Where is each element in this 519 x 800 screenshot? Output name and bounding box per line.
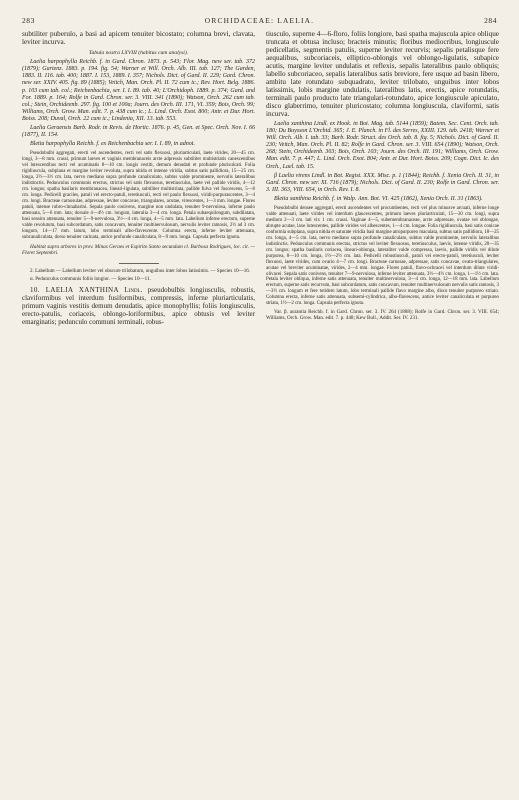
plate-note: Tabula nostra LXVIII (habitus cum analysi).	[88, 50, 189, 56]
references-bletia-xanthina: Bletia xanthina Reichb. f. in Walp. Ann. Bot. VI. 425 (1862), Xenia Orch. II. 31 (1863).	[274, 195, 483, 202]
species-heading: 10. LAELIA XANTHINA	[30, 286, 119, 295]
references-bletia-harpophylla: Bletia harpophylla Reichb. f. ex Reichenbachia ser. I. I. 89, in adnot.	[30, 141, 195, 148]
species-author: Lindl.	[124, 286, 143, 295]
references-xanthina: Laelia xanthina Lindl. ex Hook. in Bot. Mag. tab. 5144 (1859); Batem. Sec. Cent. Orch. tab. 180; Du Buysson L'Orchid. 365; J. E. Planch. in Fl. des Serres, XXIII. 129. tab. 2418; Warner et Will. Orch. Alb. I. tab. 33; Barb. Rodr. Struct. des Orch. tab. 8. fig. 5; Nichols. Dict. of Gard. II. 230; Veitch, Man. Orch. Pl. II. 82; Rolfe in Gard. Chron. ser. 3. VIII. 654 (1890); Watson, Orch. 268; Stein, Orchideenb. 303; Bois, Orch. 103; Journ. des Orch. III. 191; Williams, Orch. Grow. Man. edit. 7. p. 447; L. Lind. Orch. Exot. 804; Antr. et Dur. Hort. Boiss. 209; Cogn. Dict. Ic. des Orch., Lael. tab. 15.	[266, 121, 499, 170]
species-text: pseudobulbis longiusculis, robustis, claviformibus vel interdum fusiformibus, compressis, inferne pluriarticulatis, primum vaginis vestitis demum denudatis, apice monophyllis; foliis longiusculis, erecto-patulis, coriaceis, oblongo-loriformibus, apice obtusis vel leviter emarginatis; pedunculo communi terminali, robus-	[22, 286, 256, 327]
left-lead-text: subtiliter puberulo, a basi ad apicem tenuiter bicostato; columna brevi, clavata, leviter incurva.	[22, 30, 255, 46]
running-title: ORCHIDACEAE: LAELIA.	[204, 16, 315, 25]
section-divider	[119, 263, 159, 264]
right-lead-text: tiusculo, superne 4—6-floro, foliis longiore, basi spatha majuscula apice oblique truncata et obtusa incluso; bracteis minutis; floribus mediocribus, longiuscule pedicellatis, segmentis patulis, superne leviter recurvis; sepalis petalisque fere aequalibus, subcoriaceis, elliptico-oblongis vel oblongo-ligulatis, subapice acutis, margine leviter undulatis et reflexis, sepalis lateralibus paulo obliquis; labello subcoriaceo, sepalis lateralibus satis breviore, fere usque ad basin libero, ambitu late rotundato subquadrato, leviter trilobato, unguibus inter lobos latissimis, lobis margine undulatis, lateralibus latis, erectis, apice rotundatis, terminali paulo producto late triangulari-rotundato, apice longiuscule apiculato, disco glaberrimo, tenuiter pluricostato; columna longiuscula, claviformi, satis incurva.	[266, 30, 499, 118]
page-header	[22, 16, 497, 28]
references-harpophylla: Laelia harpophylla Reichb. f. in Gard. Chron. 1873. p. 543; Flor. Mag. new ser. tab. 372 (1879); Gartenz. 1883. p. 194. fig. 54; Warner et Will. Orch. Alb. III. tab. 127; The Garden, 1883. II. 116. tab. 400; 1887. I. 153, 1889. I. 357; Nichols. Dict. of Gard. II. 229; Gard. Chron. new ser. XXIV. 405. fig. 89 (1885); Veitch, Man. Orch. Pl. II. 72 cum ic.; Rev. Hort. Belg. 1886. p. 103 cum tab. col.; Reichenbachia, ser. I. I. 89. tab. 40; L'Orchidoph. 1889. p. 374; Gard. and For. 1889. p. 164; Rolfe in Gard. Chron. ser. 3. VIII. 341 (1890); Watson, Orch. 262 cum tab. col.; Stein, Orchideenb. 297. fig. 100 et 100a; Journ. des Orch. III. 171, VI. 359; Bois, Orch. 99; Williams, Orch. Grow. Man. edit. 7. p. 438 cum ic.; L. Lind. Orch. Exot. 800; Antr. et Dur. Hort. Boiss. 208; Duval, Orch. 22 cum ic.; Lindenia, XII. 13. tab. 553.	[22, 59, 255, 122]
left-page-number: 283	[22, 16, 35, 25]
left-column	[22, 30, 255, 327]
key-labellum-note: 2. Labellum — Labellum leviter vel obscure trilobatum, unguibus inter lobos latissimis. — Species 10—16.	[30, 267, 251, 274]
description-harpophylla: Pseudobulbi aggregati, erecti vel ascendentes, recti vel satis flexuosi, pluriarticulati, laete virides, 20—45 cm. longi, 3—8 mm. crassi, primum laeves et vaginis membranaceis arcte adpressis subtiliter multistriatis canescentibus vel lutescentibus tecti vel acuminatis 8—10 cm. longis vestiti, demum denudati et profunde plurisulcati. Folia rigidiuscula, subplana et margine leviter revoluta, supra nitida et intense viridia, subtus satis pallidiora, 15—25 cm. longa, 2½—3½ cm. lata, nervo mediano supra profunde canaliculato, subtus valde prominente, nervulis lateralibus indistinctis. Pedunculus communis erectus, strictus vel satis flexuosus, teretiusculus, laete vel pallide viridis, 4—12 cm. longus; spatha basilaris membranacea, lineari-ligulata, subtiliter multistriata, pallide fulva vel fuscescens, 5—8 cm. longa. Pedicelli graciles, patuli vel erecto-patuli, teretiusculi, recti vel paulo flexuosi, viridi-purpurascentes, 3—4 cm. longi. Bracteae carnosulae, adpressae, leviter concavae, triangulares, acutae, virescentes, 1—3 mm. longae. Flores patuli, intense rubro-cinnabarini. Sepala paulo conivens, margine non undulata, tenuiter 9-nervulosa, inferne paulo attenuata, 5—6 mm. lata; dorsale 4—4½ cm. longum, lateralia 3—4 cm. longa. Petala subaequilongum, subdilatata, basi sensim attenuata, tenuiter 5—9-nervulosa, 3½—4 cm. longa, 4—5 mm. lata. Labellum inferne erectum, superne valde revolutum, basi subcordatum, satis concavum, tenuiter multinervulosum, nervulis leviter ramosis, 2½ ad 3 cm. longum, 14—17 mm. latum, lobo terminali albo-flavescente. Columna erecta, inferne leviter attenuata, subcanaliculata, dorso tenuiter carinata, antice profunde canaliculata, 8—9 mm. longa. Capsula perfecta ignota.	[22, 151, 255, 240]
references-geraensis: Laelia Geraensis Barb. Rodr. in Revis. de Hortic. 1876. p. 45, Gen. et Spec. Orch. Nov. I. 66 (1877), II. 154.	[22, 125, 255, 139]
habitat-note: Habitat supra arbores in prov. Minas Geraes et Espirito Santo secundum cl. Barbosa Rodrigues, loc. cit. — Floret Septembri.	[22, 243, 255, 256]
key-peduncle-note: α. Pedunculus communis foliis longior. — Species 10—11.	[30, 276, 151, 283]
variety-aurantia: Var. β. aurantia Reichb. f. in Gard. Chron. ser. 3. IV. 264 (1888); Rolfe in Gard. Chron. ser. 3. VIII. 654; Williams, Orch. Grow. Man. edit. 7. p. 448; Kew Bull., Addit. Ser. IV. 231.	[266, 309, 499, 322]
right-page-number: 284	[484, 16, 497, 25]
description-xanthina: Pseudobulbi densee aggregati, erecti ascendentes vel procumbentes, recti vel plus minusve arcuati, inferne longe valde attenuati, laete virides vel interdum glaucescentes, primum laeves pluriarticulati, 15—30 cm. longi, supra medium 2—3 cm. lati vix 1 cm. crassi. Vaginae 4—5, subemembranaceae, arcte adpressae, ovatae vel oblongae, abrupte acutae, laxe lutescentes, pallide virides vel albescentes, 1—4 cm. longae. Folia rigidiuscula, basi satis conicae conformia subplana, supra nitida et saturate viridia basi margine atropurpureo maculata, subtus satis pallidiora, 18—25 cm. longa, 4—5 cm. lata, nervo mediano supra profunde canaliculato, subtus valde prominente, nervulis lateralibus indistinctis. Pedunculus communis erectus, strictus vel leviter flexuosus, teretiusculus, laevis, intense viridis, 20—35 cm. longus; spatha basilaris coriacea, lineari-oblonga, lateraliter valde compressa, laevis, pallide viridis vel dilute purpurea, 8—10 cm. longa, 1½—2½ cm. lata. Pedicelli robustiusculi, patuli vel erecto-patuli, teretiusculi, leviter flexuosi, laete virides, cum ovario 4—7 cm. longi. Bracteae carnosae, adpressae, satis concavae, ovato-triangulares, acutae vel breviter acuminatae, virides, 2—4 mm. longae. Flores patuli, flavo-ochracei vel interdum dilute viridi-olivacei. Sepala satis conivens, tenuiter 7—9-nervulosa, inferne leviter attenuata, 3½—4½ cm. longa, 1—1½ cm. lata. Petala leviter obliqua, inferne satis attenuata, tenuiter multinervulosa, 3—4 cm. longa, 12—18 mm. lata. Labellum erectum, superne satis recurvum, basi subcordatum, satis concavum, tenuiter multinervulosum nervulis satis ramosis, 3—3½ cm. longum et fere totidem latum, lobo terminali pallide flavo margine albo, disco tenuiter purpureo striato. Columna erecta, inferne satis attenuata, subsemi-cylindrica, albo-flavescens, antice leviter canaliculata et purpureo striata, 1½—2 cm. longa. Capsula perfecta ignota.	[266, 206, 499, 307]
right-column	[266, 30, 499, 322]
references-virens: β Laelia virens Lindl. in Bot. Regist. XXX. Misc. p. 1 (1844); Reichb. f. Xenia Orch. II. 31, in Gard. Chron. new ser. XI. 716 (1879); Nichols. Dict. of Gard. II. 230; Rolfe in Gard. Chron. ser. 3. III. 363, VIII. 654, in Orch. Rev. I. 8.	[266, 172, 499, 193]
species-xanthina-diagnosis	[22, 287, 255, 327]
